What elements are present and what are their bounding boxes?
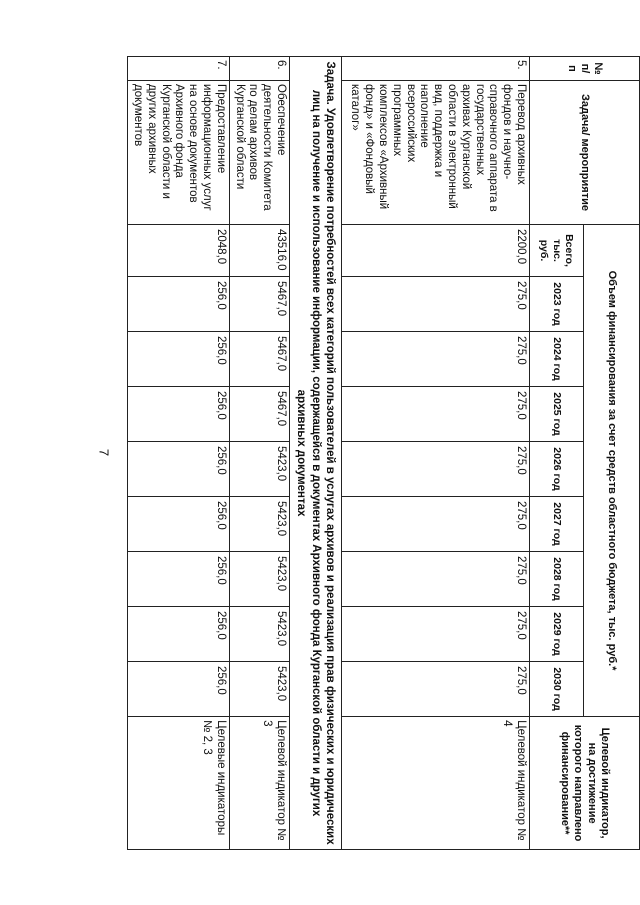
row-2027: 5423,0 [229,497,289,552]
row-2025: 256,0 [128,387,230,442]
col-header-indicator: Целевой индикатор, на достижение которого направлено финансирование** [530,717,640,850]
col-header-2030: 2030 год [530,662,584,717]
row-2028: 5423,0 [229,552,289,607]
row-2024: 256,0 [128,332,230,387]
col-header-task: Задача/ мероприятие [530,81,640,225]
row-total: 43516,0 [229,225,289,277]
page-number: 7 [96,448,112,457]
row-2024: 5467,0 [229,332,289,387]
row-2023: 5467,0 [229,277,289,332]
col-header-financing: Объем финансирования за счет средств областного бюджета, тыс. руб.* [584,225,640,717]
row-2030: 275,0 [342,662,530,717]
row-2025: 5467,0 [229,387,289,442]
row-indicator: Целевой индикатор № 4 [342,717,530,850]
col-header-2028: 2028 год [530,552,584,607]
row-2026: 5423,0 [229,442,289,497]
task-row [290,57,342,850]
col-header-2029: 2029 год [530,607,584,662]
row-indicator: Целевой индикатор № 3 [229,717,289,850]
row-2023: 256,0 [128,277,230,332]
row-2026: 275,0 [342,442,530,497]
col-header-2024: 2024 год [530,332,584,387]
row-2023: 275,0 [342,277,530,332]
row-num: 7. [128,57,230,81]
row-2027: 256,0 [128,497,230,552]
col-header-total: Всего, тыс. руб. [530,225,584,277]
row-2028: 275,0 [342,552,530,607]
row-total: 2048,0 [128,225,230,277]
row-2030: 5423,0 [229,662,289,717]
row-2030: 256,0 [128,662,230,717]
row-2029: 275,0 [342,607,530,662]
row-2029: 256,0 [128,607,230,662]
table-row [229,57,289,850]
row-2029: 5423,0 [229,607,289,662]
task-heading: Задача. Удовлетворение потребностей всех категорий пользователей в услугах архивов и реализация прав физических и юридических лиц на получение и использование информации, содержащейся в документах Архивного фонда Курганской области и других архивных документах [290,57,342,850]
table-row [342,57,530,850]
row-task: Перевод архивных фондов и научно-справочного аппарата в государственных архивах Курганской области в электронный вид, поддержка и наполнение всероссийских программных комплексов «Архивный фонд» и «Фондовый каталог» [342,81,530,225]
col-header-num: № п/п [530,57,640,81]
row-2027: 275,0 [342,497,530,552]
financing-table [132,56,640,849]
row-indicator: Целевые индикаторы № 2, 3 [128,717,230,850]
header-row [584,57,640,850]
row-num: 5. [342,57,530,81]
row-2026: 256,0 [128,442,230,497]
row-total: 2200,0 [342,225,530,277]
col-header-2023: 2023 год [530,277,584,332]
col-header-2027: 2027 год [530,497,584,552]
row-2025: 275,0 [342,387,530,442]
row-task: Обеспечение деятельности Комитета по делам архивов Курганской области [229,81,289,225]
row-num: 6. [229,57,289,81]
row-2028: 256,0 [128,552,230,607]
col-header-2025: 2025 год [530,387,584,442]
table-row [128,57,230,850]
col-header-2026: 2026 год [530,442,584,497]
row-task: Предоставление информационных услуг на основе документов Архивного фонда Курганской области и других архивных документов [128,81,230,225]
row-2024: 275,0 [342,332,530,387]
